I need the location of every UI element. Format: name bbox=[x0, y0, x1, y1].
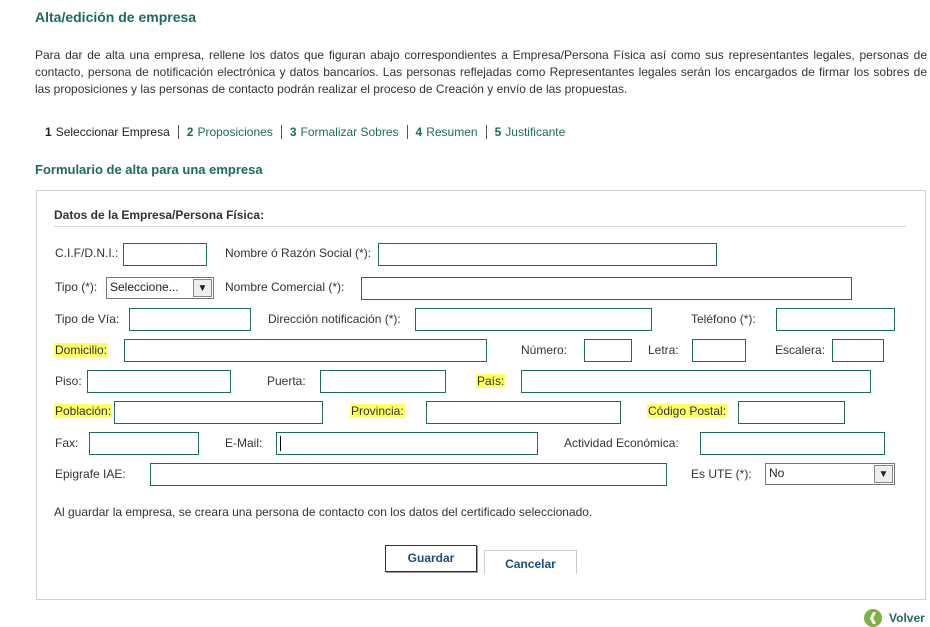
section-divider bbox=[54, 226, 906, 227]
step-5[interactable]: 5 Justificante bbox=[486, 125, 574, 139]
back-label: Volver bbox=[889, 611, 925, 625]
numero-input[interactable] bbox=[584, 339, 632, 362]
intro-text: Para dar de alta una empresa, rellene los datos que figuran abajo correspondientes a Empresa/Persona Física así como sus representantes legales, personas de contacto, persona de notificación electrónica y datos bancarios. Las personas reflejadas como Representantes legales serán los encargados de firmar los sobres de las proposiciones y las personas de contacto podrán realizar el proceso de Creación y envío de las propuestas. bbox=[35, 48, 927, 96]
chevron-down-icon: ▼ bbox=[874, 465, 893, 483]
numero-label: Número: bbox=[521, 343, 568, 357]
codigo-postal-input[interactable] bbox=[738, 401, 845, 424]
pais-input[interactable] bbox=[521, 370, 871, 393]
letra-input[interactable] bbox=[692, 339, 746, 362]
poblacion-label: Población: bbox=[55, 404, 112, 418]
epigrafe-input[interactable] bbox=[150, 463, 667, 486]
tipo-via-input[interactable] bbox=[129, 308, 251, 331]
save-note: Al guardar la empresa, se creara una persona de contacto con los datos del certificado seleccionado. bbox=[54, 505, 593, 519]
pais-label: País: bbox=[477, 374, 505, 388]
direccion-label: Dirección notificación (*): bbox=[268, 312, 401, 326]
domicilio-label: Domicilio: bbox=[55, 343, 108, 357]
letra-label: Letra: bbox=[648, 343, 679, 357]
es-ute-select-value: No bbox=[769, 466, 785, 480]
poblacion-input[interactable] bbox=[114, 401, 323, 424]
wizard-steps bbox=[45, 125, 573, 139]
escalera-input[interactable] bbox=[832, 339, 884, 362]
step-1: 1 Seleccionar Empresa bbox=[45, 125, 170, 139]
tipo-label: Tipo (*): bbox=[55, 280, 98, 294]
cancel-button[interactable]: Cancelar bbox=[484, 550, 577, 574]
text-cursor bbox=[280, 436, 281, 451]
section-title: Datos de la Empresa/Persona Física: bbox=[54, 208, 265, 222]
codigo-postal-label: Código Postal: bbox=[648, 404, 727, 418]
puerta-input[interactable] bbox=[320, 370, 446, 393]
provincia-label: Provincia: bbox=[351, 404, 404, 418]
chevron-down-icon: ▼ bbox=[193, 279, 212, 297]
epigrafe-label: Epigrafe IAE: bbox=[55, 467, 126, 481]
actividad-input[interactable] bbox=[700, 432, 885, 455]
back-arrow-icon: ❰ bbox=[864, 609, 882, 627]
escalera-label: Escalera: bbox=[775, 343, 826, 357]
telefono-label: Teléfono (*): bbox=[691, 312, 756, 326]
telefono-input[interactable] bbox=[776, 308, 895, 331]
tipo-via-label: Tipo de Vía: bbox=[55, 312, 120, 326]
nombre-comercial-label: Nombre Comercial (*): bbox=[225, 280, 345, 294]
tipo-select[interactable] bbox=[106, 277, 214, 299]
razon-social-input[interactable] bbox=[378, 243, 717, 266]
es-ute-select[interactable] bbox=[765, 463, 895, 485]
fax-input[interactable] bbox=[89, 432, 199, 455]
step-4[interactable]: 4 Resumen bbox=[407, 125, 486, 139]
save-button[interactable]: Guardar bbox=[385, 545, 477, 572]
page-title: Alta/edición de empresa bbox=[35, 9, 197, 25]
form-subtitle: Formulario de alta para una empresa bbox=[35, 162, 263, 177]
email-label: E-Mail: bbox=[225, 436, 263, 450]
cif-input[interactable] bbox=[123, 243, 207, 266]
puerta-label: Puerta: bbox=[267, 374, 306, 388]
fax-label: Fax: bbox=[55, 436, 79, 450]
domicilio-input[interactable] bbox=[124, 339, 487, 362]
back-link[interactable] bbox=[864, 609, 925, 627]
step-2[interactable]: 2 Proposiciones bbox=[178, 125, 281, 139]
actividad-label: Actividad Económica: bbox=[564, 436, 679, 450]
direccion-input[interactable] bbox=[415, 308, 652, 331]
piso-label: Piso: bbox=[55, 374, 82, 388]
email-input[interactable] bbox=[276, 432, 538, 455]
nombre-comercial-input[interactable] bbox=[361, 277, 852, 300]
piso-input[interactable] bbox=[87, 370, 231, 393]
tipo-select-value: Seleccione... bbox=[110, 280, 179, 294]
provincia-input[interactable] bbox=[426, 401, 621, 424]
cif-label: C.I.F/D.N.I.: bbox=[55, 246, 119, 260]
razon-social-label: Nombre ó Razón Social (*): bbox=[225, 246, 372, 260]
es-ute-label: Es UTE (*): bbox=[691, 467, 752, 481]
step-3[interactable]: 3 Formalizar Sobres bbox=[281, 125, 407, 139]
